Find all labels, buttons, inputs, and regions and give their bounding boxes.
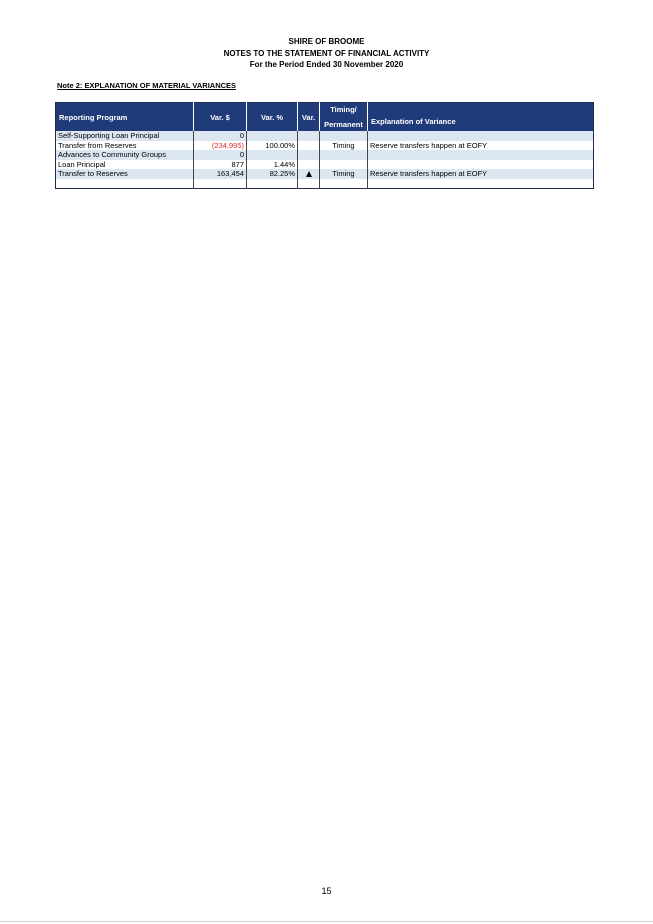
page-bottom-divider [0, 921, 653, 922]
cell-indicator [298, 160, 320, 170]
cell-var-pct [247, 131, 298, 141]
cell-explanation: Reserve transfers happen at EOFY [370, 140, 488, 150]
col-header-timing-line1: Timing/ [330, 105, 357, 114]
table-row-blank [56, 179, 594, 189]
cell-var-dollar: 163,454 [194, 169, 247, 179]
cell-var-pct: 100.00% [247, 141, 298, 151]
page-number: 15 [321, 886, 332, 896]
table-row [56, 131, 594, 141]
cell-var-dollar: 0 [194, 131, 247, 141]
cell-var-pct: 82.25% [247, 169, 298, 179]
table-header-row [56, 103, 594, 132]
cell-var-pct: 1.44% [247, 160, 298, 170]
report-title: NOTES TO THE STATEMENT OF FINANCIAL ACTIVITY [223, 48, 430, 58]
table-row [56, 160, 594, 170]
cell-indicator [298, 141, 320, 151]
up-triangle-icon [306, 171, 312, 177]
table-row [56, 141, 594, 151]
cell-indicator [298, 169, 320, 179]
cell-program: Transfer to Reserves [56, 169, 194, 179]
cell-timing: Timing [320, 141, 368, 151]
organisation-name: SHIRE OF BROOME [288, 37, 365, 46]
table-row [56, 150, 594, 160]
col-header-var: Var. [298, 103, 320, 132]
cell-explanation [368, 150, 594, 160]
cell-explanation [368, 131, 594, 141]
report-period: For the Period Ended 30 November 2020 [249, 60, 404, 69]
col-header-program: Reporting Program [56, 103, 194, 132]
cell-timing [320, 150, 368, 160]
report-header [0, 36, 653, 71]
cell-timing: Timing [320, 169, 368, 179]
cell-timing [320, 160, 368, 170]
col-header-explanation: Explanation of Variance [368, 103, 594, 132]
cell-var-dollar: 0 [194, 150, 247, 160]
cell-program: Loan Principal [56, 160, 194, 170]
note-title: Note 2: EXPLANATION OF MATERIAL VARIANCES [57, 81, 237, 90]
variance-table [55, 102, 594, 189]
cell-indicator [298, 131, 320, 141]
cell-var-dollar: (234,995) [194, 141, 247, 151]
cell-timing [320, 131, 368, 141]
cell-program: Transfer from Reserves [56, 141, 194, 151]
col-header-var-dollar: Var. $ [194, 103, 247, 132]
cell-program: Self-Supporting Loan Principal [56, 131, 194, 141]
cell-var-pct [247, 150, 298, 160]
cell-explanation [368, 160, 594, 170]
col-header-var-pct: Var. % [247, 103, 298, 132]
cell-indicator [298, 150, 320, 160]
col-header-timing [320, 103, 368, 132]
cell-program: Advances to Community Groups [56, 150, 194, 160]
table-row [56, 169, 594, 179]
cell-var-dollar: 877 [194, 160, 247, 170]
col-header-timing-line2: Permanent [324, 120, 363, 129]
cell-explanation: Reserve transfers happen at EOFY [368, 169, 594, 179]
